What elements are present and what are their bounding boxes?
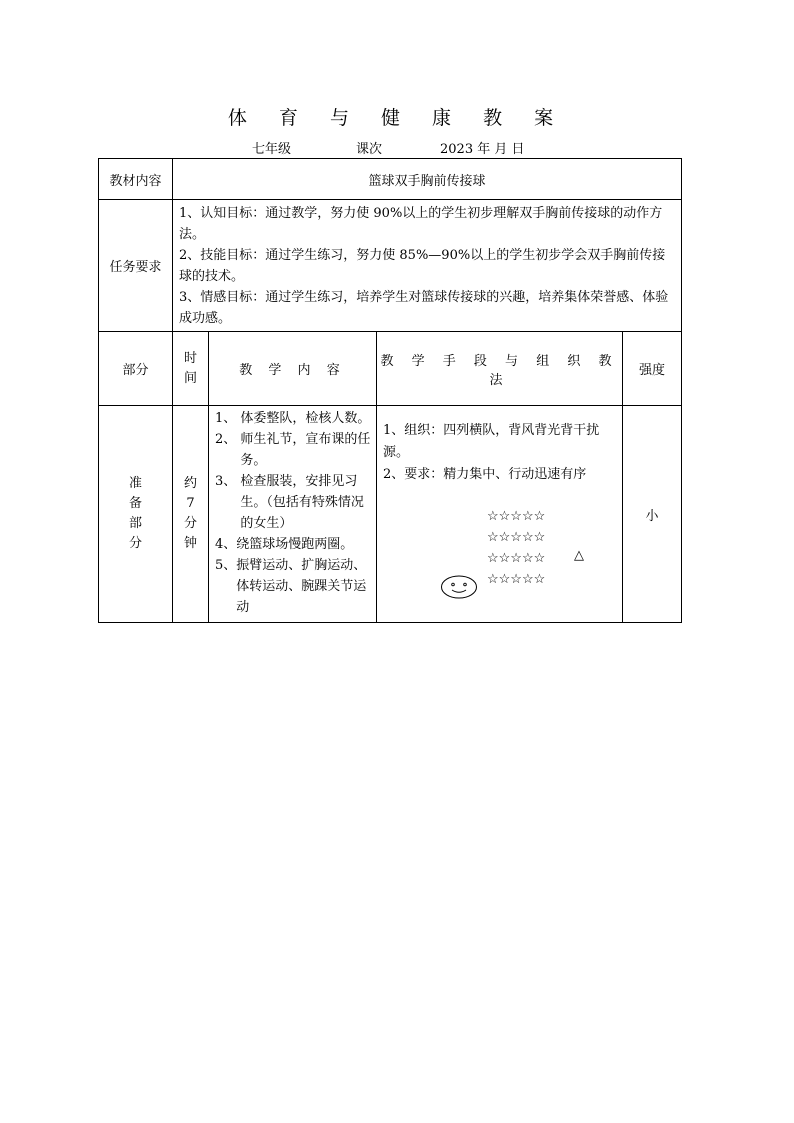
affective-goal: 3、情感目标：通过学生练习，培养学生对篮球传接球的兴趣，培养集体荣誉感、体验成功感。 xyxy=(179,290,669,326)
item-text: 师生礼节，宣布课的任务。 xyxy=(240,432,371,468)
tasks-content xyxy=(173,200,682,332)
student-row: ☆☆☆☆☆ xyxy=(487,572,546,587)
student-row: ☆☆☆☆☆ xyxy=(487,530,546,545)
part-char: 部 xyxy=(128,516,142,531)
time-header xyxy=(173,332,209,406)
lesson-info xyxy=(250,138,550,156)
smiley-face-icon xyxy=(440,574,478,600)
page-title: 体 育 与 健 康 教 案 xyxy=(227,107,567,129)
skill-goal: 2、技能目标：通过学生练习，努力使 85%—90%以上的学生初步学会双手胸前传接球的技术。 xyxy=(179,248,666,284)
formation-diagram xyxy=(487,506,545,590)
item-number: 5、 xyxy=(215,558,237,573)
intensity-cell: 小 xyxy=(623,406,682,623)
content-cell xyxy=(209,406,377,623)
part-char: 准 xyxy=(128,476,142,491)
date-label: 2023 年 月 日 xyxy=(440,142,525,157)
time-header-bottom: 间 xyxy=(183,370,197,386)
item-number: 1、 xyxy=(215,411,241,426)
item-text: 体委整队，检核人数。 xyxy=(240,411,371,426)
material-label: 教材内容 xyxy=(99,159,173,200)
method-header: 教 学 手 段 与 组 织 教 法 xyxy=(377,332,623,406)
item-text: 检查服装，安排见习生。（包括有特殊情况的女生） xyxy=(240,474,364,531)
time-char: 约 xyxy=(183,476,197,491)
content-item xyxy=(215,408,374,429)
item-text: 绕篮球场慢跑两圈。 xyxy=(236,537,354,552)
grade-label: 七年级 xyxy=(252,142,292,157)
lesson-plan-table xyxy=(98,158,682,623)
item-number: 2、 xyxy=(215,432,241,447)
time-cell xyxy=(173,406,209,623)
teacher-marker: △ xyxy=(574,548,584,563)
student-row: ☆☆☆☆☆ xyxy=(487,509,546,524)
tasks-label: 任务要求 xyxy=(99,200,173,332)
organization-note: 1、组织：四列横队，背风背光背干扰源。 xyxy=(383,423,600,460)
cognitive-goal: 1、认知目标：通过教学，努力使 90%以上的学生初步理解双手胸前传接球的动作方法。 xyxy=(179,206,663,242)
part-header: 部分 xyxy=(99,332,173,406)
requirement-note: 2、要求：精力集中、行动迅速有序 xyxy=(383,467,587,482)
method-cell xyxy=(377,406,623,623)
lesson-count-label: 课次 xyxy=(356,142,383,157)
item-number: 3、 xyxy=(215,474,241,489)
student-row: ☆☆☆☆☆ xyxy=(487,551,546,566)
content-item xyxy=(215,471,374,534)
time-char: 钟 xyxy=(183,536,197,551)
content-item xyxy=(215,429,374,471)
time-char: 7 xyxy=(186,496,195,511)
part-char: 分 xyxy=(128,536,142,551)
part-cell xyxy=(99,406,173,623)
content-header: 教 学 内 容 xyxy=(209,332,377,406)
part-char: 备 xyxy=(128,496,142,511)
time-header-top: 时 xyxy=(183,350,197,366)
method-text xyxy=(377,406,622,486)
item-text: 振臂运动、扩胸运动、体转运动、腕踝关节运动 xyxy=(236,558,367,615)
time-char: 分 xyxy=(183,516,197,531)
intensity-header: 强度 xyxy=(623,332,682,406)
content-item xyxy=(215,555,374,618)
content-list xyxy=(209,408,376,622)
content-item xyxy=(215,534,374,555)
item-number: 4、 xyxy=(215,537,237,552)
material-value: 篮球双手胸前传接球 xyxy=(173,159,682,200)
